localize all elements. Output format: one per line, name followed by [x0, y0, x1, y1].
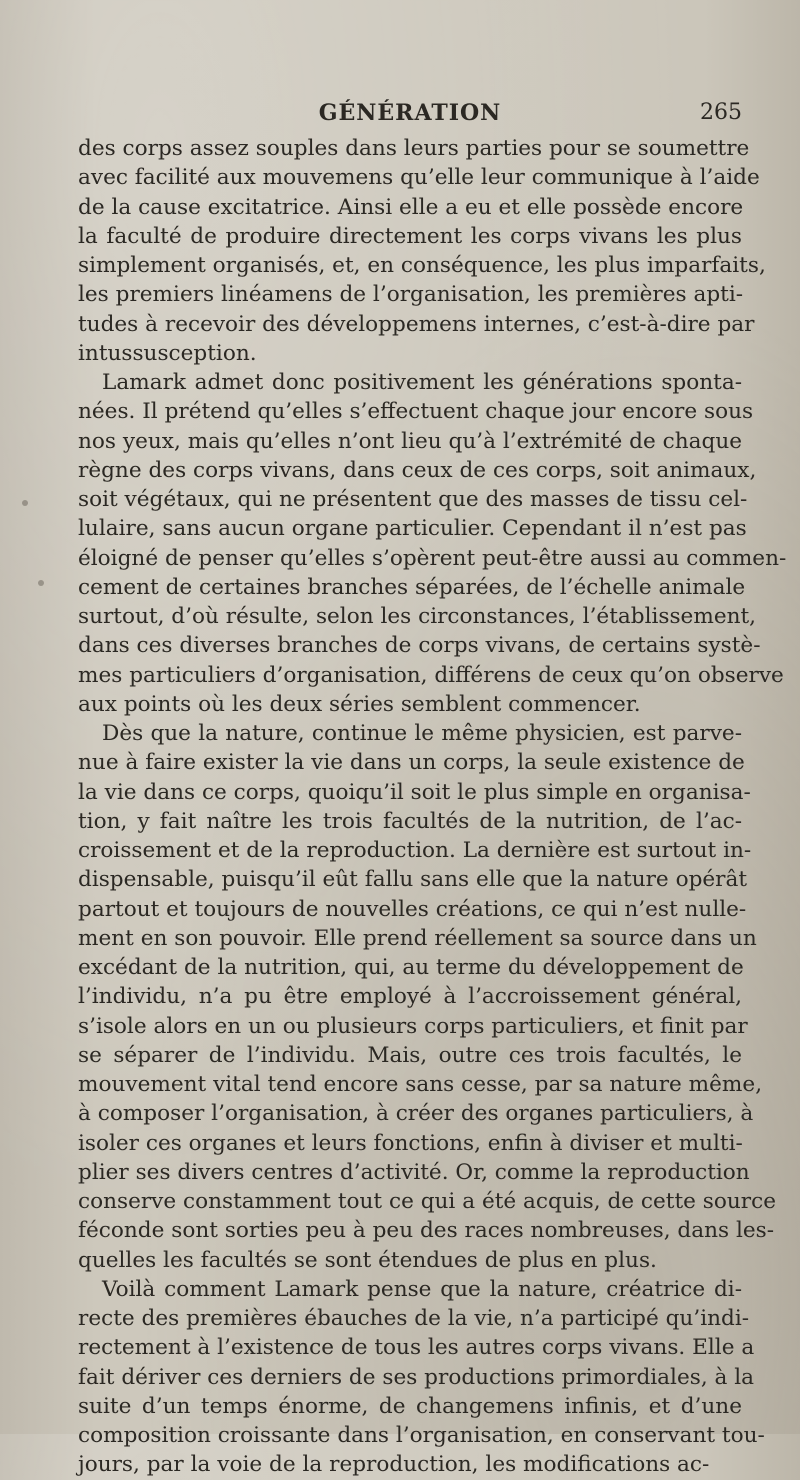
text-line: nos yeux, mais qu’elles n’ont lieu qu’à l’extrémité de chaque: [78, 428, 742, 454]
text-line: recte des premières ébauches de la vie, n’a participé qu’indi-: [78, 1306, 750, 1331]
text-line: quelles les facultés se sont étendues de plus en plus.: [78, 1247, 657, 1273]
text-line: de la cause excitatrice. Ainsi elle a eu et elle possède encore: [78, 194, 744, 220]
text-line: cement de certaines branches séparées, de l’échelle animale: [78, 574, 746, 600]
text-line: jours, par la voie de la reproduction, les modifications ac-: [78, 1452, 710, 1478]
text-line: avec facilité aux mouvemens qu’elle leur communique à l’aide: [78, 165, 760, 191]
text-line: soit végétaux, qui ne présentent que des masses de tissu cel-: [78, 487, 748, 512]
text-line: intussusception.: [78, 340, 257, 366]
text-line: mes particuliers d’organisation, différens de ceux qu’on observe: [78, 662, 784, 688]
text-line: surtout, d’où résulte, selon les circonstances, l’établissement,: [78, 604, 757, 629]
text-line: à composer l’organisation, à créer des organes particuliers, à: [78, 1101, 754, 1127]
text-line: dans ces diverses branches de corps vivans, de certains systè-: [78, 633, 761, 659]
text-line: lulaire, sans aucun organe particulier. Cependant il n’est pas: [78, 516, 747, 542]
text-line: suite d’un temps énorme, de changemens infinis, et d’une: [78, 1393, 742, 1419]
text-line: s’isole alors en un ou plusieurs corps particuliers, et finit par: [78, 1013, 748, 1039]
page-number: 265: [700, 100, 742, 125]
text-line: ment en son pouvoir. Elle prend réellement sa source dans un: [78, 925, 757, 951]
text-line: fait dériver ces derniers de ses productions primordiales, à la: [78, 1364, 755, 1390]
text-line: plier ses divers centres d’activité. Or, comme la reproduction: [78, 1159, 750, 1185]
text-line: Dès que la nature, continue le même physicien, est parve-: [102, 721, 742, 746]
paper-blemish: [22, 500, 28, 506]
text-line: Voilà comment Lamark pense que la nature, créatrice di-: [102, 1276, 742, 1302]
text-line: excédant de la nutrition, qui, au terme du développement de: [78, 955, 744, 980]
text-line: tudes à recevoir des développemens internes, c’est-à-dire par: [78, 311, 755, 337]
text-line: règne des corps vivans, dans ceux de ces corps, soit animaux,: [78, 457, 757, 483]
text-line: simplement organisés, et, en conséquence, les plus imparfaits,: [78, 253, 766, 278]
page-header: [78, 100, 742, 134]
text-line: conserve constamment tout ce qui a été acquis, de cette source: [78, 1189, 776, 1214]
text-line: Lamark admet donc positivement les générations sponta-: [102, 370, 742, 395]
text-line: partout et toujours de nouvelles créations, ce qui n’est nulle-: [78, 896, 747, 922]
text-line: nées. Il prétend qu’elles s’effectuent chaque jour encore sous: [78, 399, 754, 425]
text-line: nue à faire exister la vie dans un corps, la seule existence de: [78, 750, 745, 776]
text-line: des corps assez souples dans leurs parties pour se soumettre: [78, 136, 750, 161]
text-line: tion, y fait naître les trois facultés de la nutrition, de l’ac-: [78, 808, 742, 834]
text-line: rectement à l’existence de tous les autres corps vivans. Elle a: [78, 1335, 755, 1361]
text-line: éloigné de penser qu’elles s’opèrent peut-être aussi au commen-: [78, 545, 787, 571]
text-line: se séparer de l’individu. Mais, outre ces trois facultés, le: [78, 1042, 742, 1068]
text-line: les premiers linéamens de l’organisation, les premières apti-: [78, 282, 744, 308]
text-line: l’individu, n’a pu être employé à l’accroissement général,: [78, 984, 742, 1010]
running-title: GÉNÉRATION: [318, 100, 502, 126]
paper-blemish: [38, 580, 44, 586]
body-text: [78, 134, 787, 1480]
text-line: composition croissante dans l’organisation, en conservant tou-: [78, 1423, 765, 1448]
text-line: croissement et de la reproduction. La dernière est surtout in-: [78, 838, 752, 863]
text-line: la faculté de produire directement les corps vivans les plus: [78, 223, 742, 249]
book-page: [78, 100, 787, 1480]
text-line: la vie dans ce corps, quoiqu’il soit le plus simple en organisa-: [78, 779, 751, 805]
text-line: féconde sont sorties peu à peu des races nombreuses, dans les-: [78, 1218, 775, 1244]
text-line: mouvement vital tend encore sans cesse, par sa nature même,: [78, 1072, 763, 1097]
text-line: dispensable, puisqu’il eût fallu sans elle que la nature opérât: [78, 867, 748, 893]
text-line: isoler ces organes et leurs fonctions, enfin à diviser et multi-: [78, 1130, 743, 1156]
text-line: aux points où les deux séries semblent commencer.: [78, 691, 641, 717]
